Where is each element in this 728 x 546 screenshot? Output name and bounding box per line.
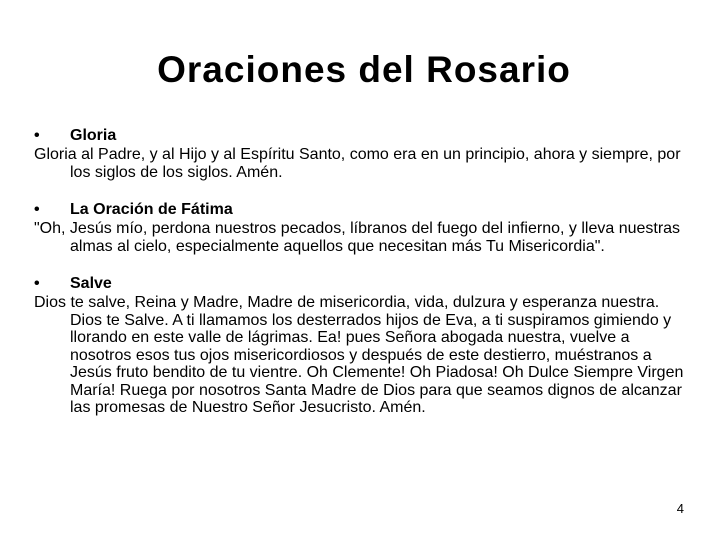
heading-text: Gloria [70, 127, 117, 144]
prayer-text-salve: Dios te salve, Reina y Madre, Madre de misericordia, vida, dulzura y esperanza nuestra. Dios te Salve. A ti llamamos los desterrados hijos de Eva, a ti suspiramos gimiendo y llorando en este valle de lágrimas. Ea! pues Señora abogada nuestra, vuelve a nosotros esos tus ojos misericordiosos y después de este destierro, muéstranos a Jesús fruto bendito de tu vientre. Oh Clemente! Oh Piadosa! Oh Dulce Siempre Virgen María! Ruega por nosotros Santa Madre de Dios para que seamos dignos de alcanzar las promesas de Nuestro Señor Jesucristo. Amén. [34, 294, 684, 416]
section-heading-gloria [34, 126, 686, 146]
slide-content [34, 126, 686, 417]
bullet-icon: • [34, 275, 40, 292]
heading-text: La Oración de Fátima [70, 201, 233, 218]
section-heading-fatima [34, 200, 686, 220]
bullet-icon: • [34, 127, 40, 144]
heading-text: Salve [70, 275, 112, 292]
section-heading-salve [34, 274, 686, 294]
prayer-text-fatima: "Oh, Jesús mío, perdona nuestros pecados, líbranos del fuego del infierno, y lleva nuestras almas al cielo, especialmente aquellos que necesitan más Tu Misericordia". [34, 220, 681, 255]
page-number: 4 [676, 501, 684, 516]
prayer-text-gloria: Gloria al Padre, y al Hijo y al Espíritu Santo, como era en un principio, ahora y siempre, por los siglos de los siglos. Amén. [34, 146, 681, 181]
slide-title: Oraciones del Rosario [157, 49, 571, 90]
bullet-icon: • [34, 201, 40, 218]
